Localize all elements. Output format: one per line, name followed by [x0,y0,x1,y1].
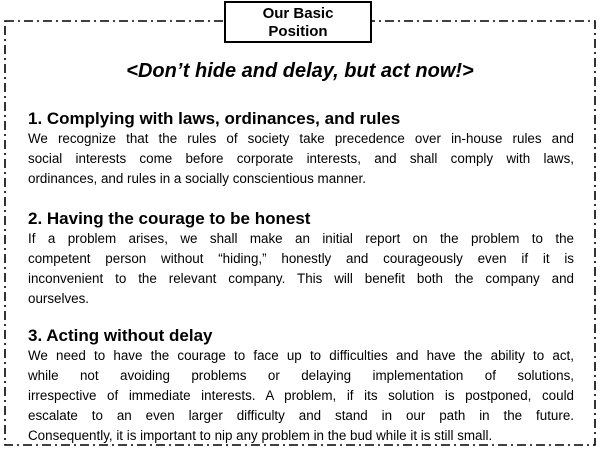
title-line-2: Position [268,23,328,40]
body-line: We need to have the courage to face up to difficulties and have the ability to act, [28,348,574,363]
section-heading: 2. Having the courage to be honest [28,209,311,228]
slogan: <Don’t hide and delay, but act now!> [126,60,474,82]
section-body [28,229,574,309]
section-courage-to-be-honest [28,208,574,309]
body-line: ordinances, and rules in a socially conscientious manner. [28,171,366,186]
section-complying-with-laws [28,108,574,189]
body-line: irrespective of immediate interests. A problem, if its solution is postponed, could [28,388,574,403]
body-line: competent person without “hiding,” honestly and courageously even if it is [28,251,574,266]
body-line: inconvenient to the relevant company. This will benefit both the company and [28,271,574,286]
body-line: Consequently, it is important to nip any problem in the bud while it is still small. [28,428,493,443]
section-body [28,346,574,446]
body-line: We recognize that the rules of society take precedence over in-house rules and [28,131,574,146]
body-line: escalate to an even larger difficulty and stand in our path in the future. [28,408,574,423]
section-acting-without-delay [28,325,574,446]
section-body [28,129,574,189]
title-box [224,1,372,43]
section-heading: 1. Complying with laws, ordinances, and rules [28,109,401,128]
body-line: while not avoiding problems or delaying implementation of solutions, [28,368,574,383]
body-line: social interests come before corporate interests, and shall comply with laws, [28,151,574,166]
title-line-1: Our Basic [262,5,334,22]
body-line: ourselves. [28,291,90,306]
section-heading: 3. Acting without delay [28,326,213,345]
body-line: If a problem arises, we shall make an initial report on the problem to the [28,231,574,246]
